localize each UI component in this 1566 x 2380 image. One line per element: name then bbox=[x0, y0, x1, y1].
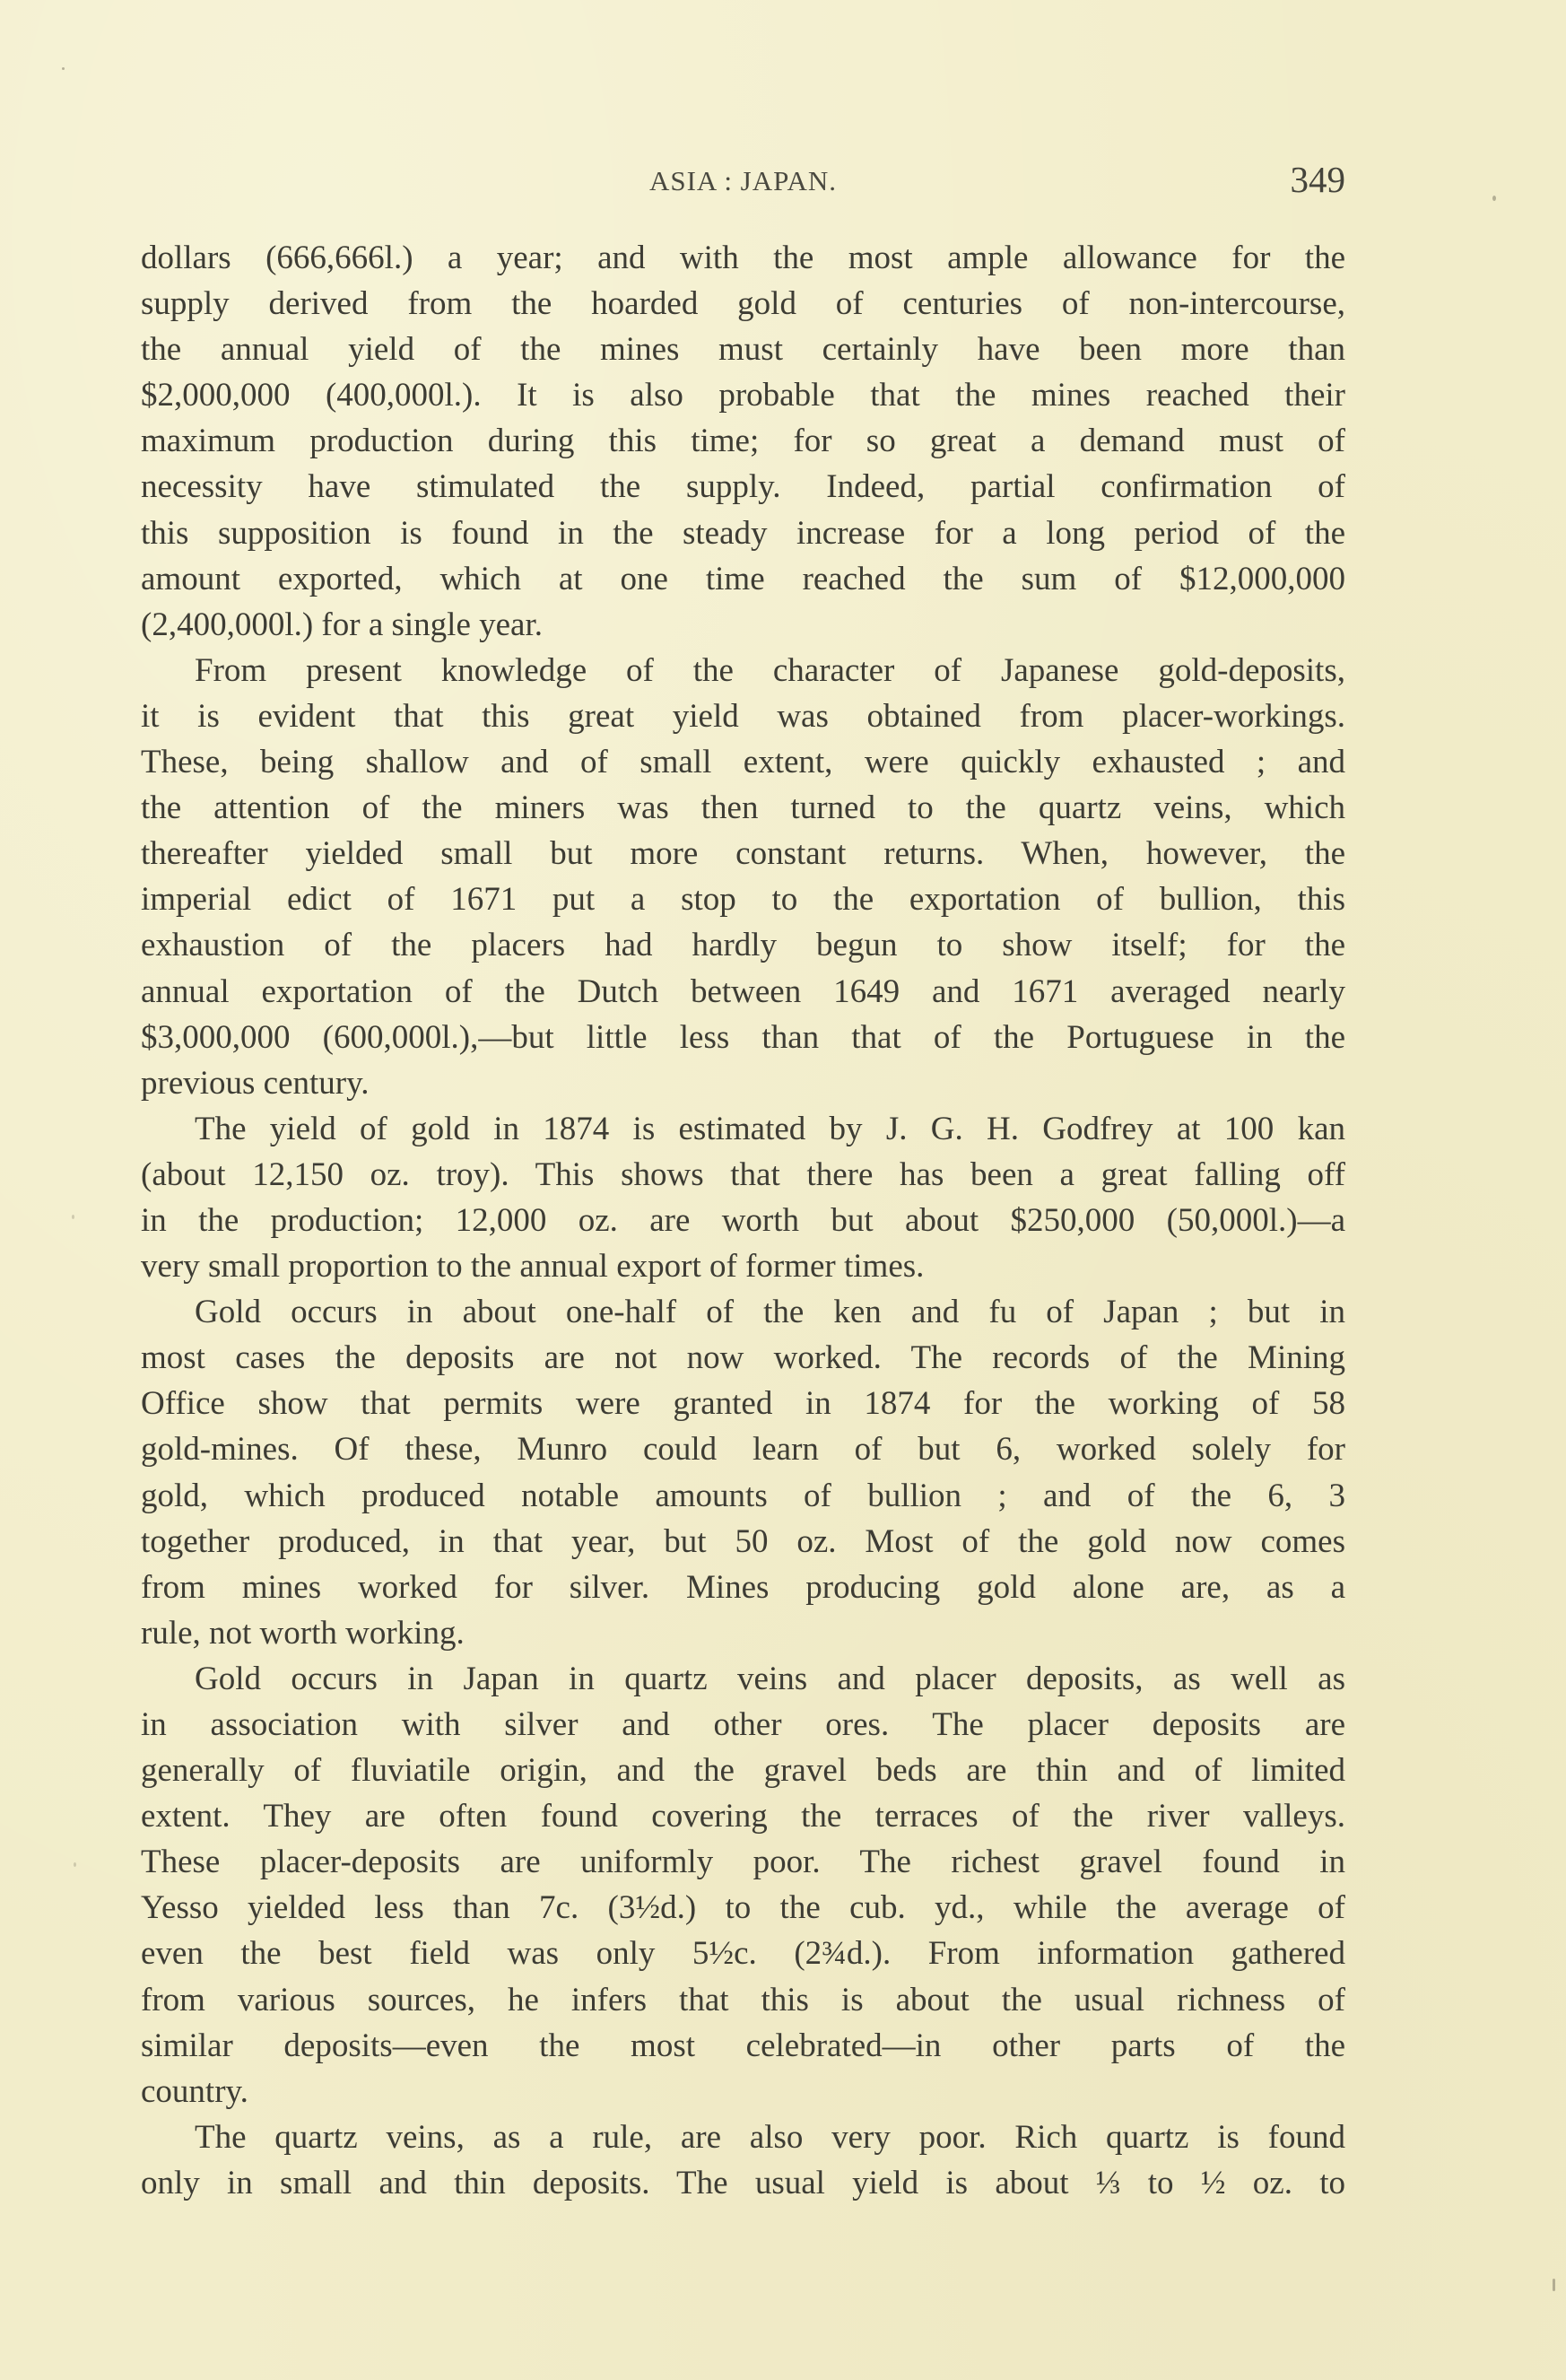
text-line: exhaustion of the placers had hardly begun to show itself; for the bbox=[141, 927, 1345, 964]
text-line: $3,000,000 (600,000l.),—but little less than that of the Portuguese in the bbox=[141, 1018, 1345, 1056]
paragraph-3 bbox=[141, 1106, 1345, 1289]
text-line: this supposition is found in the steady increase for a long period of the bbox=[141, 514, 1345, 552]
text-line: the annual yield of the mines must certainly have been more than bbox=[141, 331, 1345, 369]
text-line: only in small and thin deposits. The usual yield is about ⅓ to ½ oz. to bbox=[141, 2164, 1345, 2201]
paragraph-1 bbox=[141, 235, 1345, 648]
paragraph-2 bbox=[141, 648, 1345, 1106]
text-line: Yesso yielded less than 7c. (3½d.) to the cub. yd., while the average of bbox=[141, 1889, 1345, 1927]
text-line: $2,000,000 (400,000l.). It is also probable that the mines reached their bbox=[141, 377, 1345, 414]
paragraph-6 bbox=[141, 2114, 1345, 2206]
text-line: amount exported, which at one time reached the sum of $12,000,000 bbox=[141, 560, 1345, 597]
text-line: annual exportation of the Dutch between 1649 and 1671 averaged nearly bbox=[141, 972, 1345, 1010]
text-line: generally of fluviatile origin, and the gravel beds are thin and of limited bbox=[141, 1752, 1345, 1790]
text-line: necessity have stimulated the supply. Indeed, partial confirmation of bbox=[141, 468, 1345, 506]
text-line: The quartz veins, as a rule, are also very poor. Rich quartz is found bbox=[195, 2118, 1345, 2156]
text-line: These, being shallow and of small extent, were quickly exhausted ; and bbox=[141, 744, 1345, 781]
body-text bbox=[141, 235, 1345, 2206]
text-line: in association with silver and other ores. The placer deposits are bbox=[141, 1706, 1345, 1743]
text-line: extent. They are often found covering the terraces of the river valleys. bbox=[141, 1798, 1345, 1835]
text-line: rule, not worth working. bbox=[141, 1614, 465, 1652]
text-line: The yield of gold in 1874 is estimated by J. G. H. Godfrey at 100 kan bbox=[195, 1110, 1345, 1147]
text-line: gold, which produced notable amounts of bullion ; and of the 6, 3 bbox=[141, 1477, 1345, 1514]
text-line: in the production; 12,000 oz. are worth but about $250,000 (50,000l.)—a bbox=[141, 1201, 1345, 1239]
text-line: from various sources, he infers that this is about the usual richness of bbox=[141, 1981, 1345, 2018]
text-line: thereafter yielded small but more constant returns. When, however, the bbox=[141, 835, 1345, 873]
paper-speck bbox=[1492, 196, 1496, 201]
text-line: gold-mines. Of these, Munro could learn of but 6, worked solely for bbox=[141, 1431, 1345, 1469]
text-line: together produced, in that year, but 50 oz. Most of the gold now comes bbox=[141, 1522, 1345, 1560]
text-line: it is evident that this great yield was obtained from placer-workings. bbox=[141, 697, 1345, 735]
text-line: (2,400,000l.) for a single year. bbox=[141, 606, 543, 643]
text-line: very small proportion to the annual export of former times. bbox=[141, 1248, 925, 1286]
text-line: These placer-deposits are uniformly poor. The richest gravel found in bbox=[141, 1844, 1345, 1881]
paper-speck bbox=[1553, 2279, 1555, 2291]
text-line: most cases the deposits are not now worked. The records of the Mining bbox=[141, 1339, 1345, 1377]
text-line: supply derived from the hoarded gold of centuries of non-intercourse, bbox=[141, 285, 1345, 323]
paper-speck bbox=[72, 1215, 74, 1219]
text-line: imperial edict of 1671 put a stop to the exportation of bullion, this bbox=[141, 881, 1345, 919]
text-line: Office show that permits were granted in 1874 for the working of 58 bbox=[141, 1385, 1345, 1423]
text-line: similar deposits—even the most celebrated—in other parts of the bbox=[141, 2027, 1345, 2064]
paragraph-4 bbox=[141, 1289, 1345, 1656]
text-line: previous century. bbox=[141, 1064, 370, 1102]
running-head bbox=[141, 158, 1345, 203]
page-number: 349 bbox=[1290, 159, 1345, 200]
text-line: Gold occurs in Japan in quartz veins and placer deposits, as well as bbox=[195, 1660, 1345, 1697]
text-line: From present knowledge of the character of Japanese gold-deposits, bbox=[195, 651, 1345, 689]
paper-speck bbox=[62, 67, 65, 70]
text-line: maximum production during this time; for so great a demand must of bbox=[141, 423, 1345, 460]
text-line: the attention of the miners was then turned to the quartz veins, which bbox=[141, 789, 1345, 827]
text-line: country. bbox=[141, 2072, 248, 2110]
text-line: Gold occurs in about one-half of the ken and fu of Japan ; but in bbox=[195, 1294, 1345, 1331]
text-line: (about 12,150 oz. troy). This shows that there has been a great falling off bbox=[141, 1155, 1345, 1193]
paragraph-5 bbox=[141, 1656, 1345, 2114]
running-title: ASIA : JAPAN. bbox=[648, 165, 838, 196]
text-line: even the best field was only 5½c. (2¾d.). From information gathered bbox=[141, 1935, 1345, 1973]
paper-speck bbox=[74, 1862, 76, 1867]
text-line: from mines worked for silver. Mines producing gold alone are, as a bbox=[141, 1568, 1345, 1606]
text-line: dollars (666,666l.) a year; and with the most ample allowance for the bbox=[141, 240, 1345, 276]
